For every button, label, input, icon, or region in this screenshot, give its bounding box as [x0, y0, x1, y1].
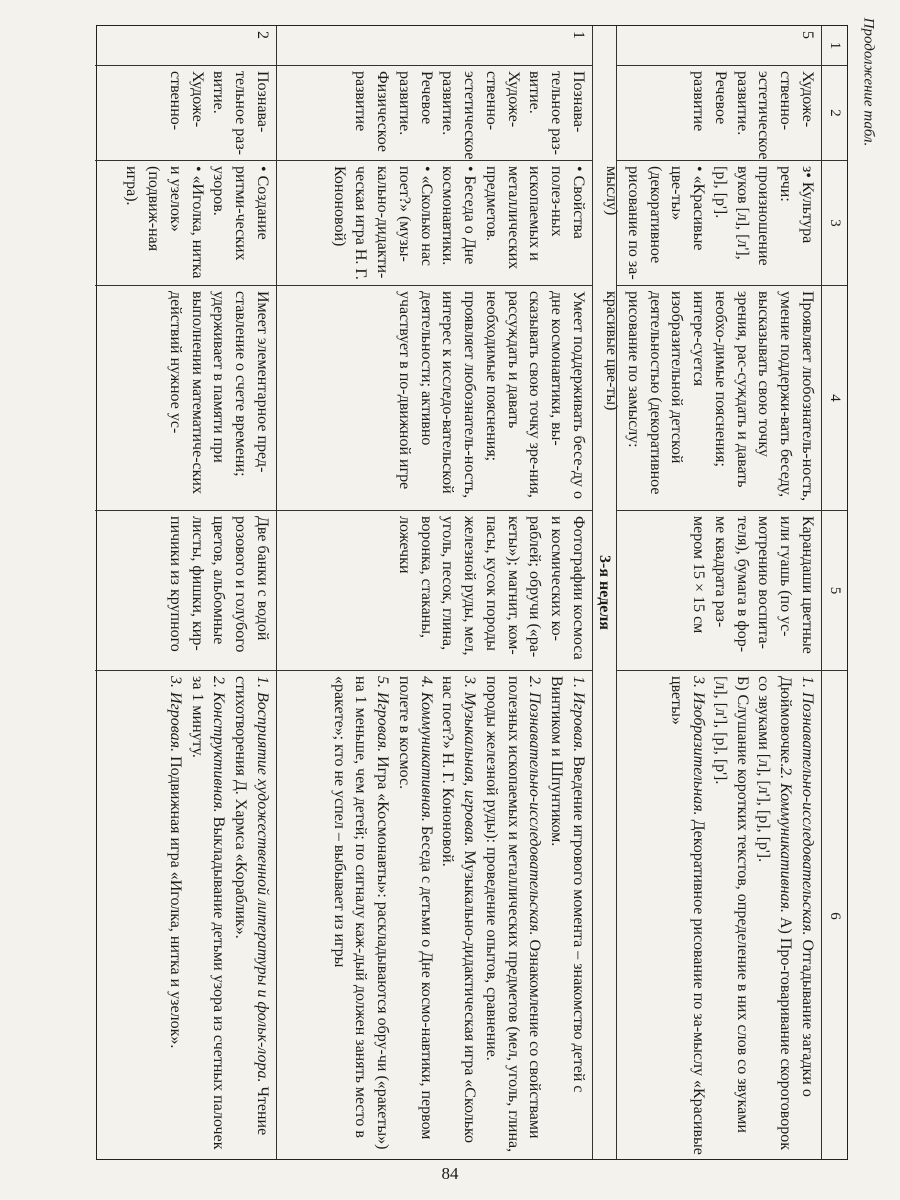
- activity-line: 4. Коммуникативная. Беседа с детьми о Дне космо-навтики, первом полете в космос.: [396, 676, 435, 1140]
- education-area: Познава-тельное раз-витие. Художе-ственно-эстетическое развитие. Речевое развитие. Физическое развитие: [277, 66, 592, 161]
- activity-line: 3. Игровая. Подвижная игра «Иголка, нитка и узелок».: [167, 676, 184, 1049]
- education-area: Познава-тельное раз-витие. Художе-ственно-: [95, 66, 276, 161]
- activity-line: 2. Познавательно-исследовательская. Ознакомление со свойствами полезных ископаемых и металлических предметов (мел, уголь, глина, породы железной руды): проведение опытов, сравнение.: [483, 676, 544, 1153]
- activities: [277, 671, 592, 1161]
- table-row: [276, 26, 592, 1159]
- activity-line: Б) Слушание коротких текстов, определение в них слов со звуками [л], [л'], [р], [р'].: [712, 676, 751, 1133]
- activity-line: 3. Музыкальная, игровая. Музыкально-дидактическая игра «Сколько нас поет?» Н. Г. Кононовой.: [439, 676, 479, 1143]
- lesson-content: • Свойства полез-ных ископаемых и металлических предметов. • Беседа о Дне космонавтики. • «Сколько нас поет?» (музы-кально-дидакти-ческая игра Н. Г. Кононовой): [277, 161, 592, 286]
- lesson-plan-table: [96, 25, 848, 1160]
- activities: [617, 671, 821, 1161]
- row-number: 1: [277, 26, 592, 66]
- materials: Карандаши цветные или гуашь (по ус-мотрению воспита-теля), бумага в фор-ме квадрата раз-мером 15 × 15 см: [617, 511, 821, 671]
- activity-line: 1. Познавательно-исследовательская. Отгадывание загадки о Дюймовочке.2. Коммуникативная. А) Про-говаривание скороговорок со звуками [л], [л'], [р], [р'].: [755, 676, 816, 1150]
- lesson-content: з• Культура речи: произношение вуков [л], [л'], [р], [р']. • «Красивые цве-ты» (декоративное рисование по за-мыслу): [617, 161, 821, 286]
- planned-result: Проявляет любознатель-ность, умение поддержи-вать беседу, высказывать свою точку зрения, рас-суждать и давать необхо-димые пояснения; интере-суется изобразительной детской деятельностью (декоративное рисование по замыслу: красивые цве-ты): [617, 286, 821, 511]
- activity-line: 1. Восприятие художественной литературы и фольк-лора. Чтение стихотворения Д. Хармса «Кораблик».: [232, 676, 271, 1136]
- week-label: 3-я неделя: [592, 26, 616, 1159]
- materials: Фотографии космоса и космических ко-раблей; обручи («ра-кеты»); магнит, ком-пасы, кусок породы железной руды, мел, уголь, песок, глина, воронка, стаканы, ложечки: [277, 511, 592, 671]
- planned-result: Умеет поддерживать бесе-ду о дне космонавтики, вы-сказывать свою точку зре-ния, рассуждать и давать необходимые пояснения; проявляет любознатель-ность, интерес к исследо-вательской деятельности; активно участвует в по-движной игре: [277, 286, 592, 511]
- header-cell: 2: [822, 66, 847, 161]
- continuation-note: Продолжение табл.: [860, 17, 877, 147]
- header-cell: 5: [822, 511, 847, 671]
- activity-line: 2. Конструктивная. Выкладывание детьми узора из счетных палочек за 1 минуту.: [188, 676, 228, 1150]
- header-cell: 3: [822, 161, 847, 286]
- table-row: [95, 26, 276, 1159]
- activity-line: 5. Игровая. Игра «Космонавты»: раскладываются обру-чи («ракеты») на 1 меньше, чем детей; по сигналу каж-дый должен занять место в «ракете»; кто не успел – выбывает из игры: [330, 676, 392, 1150]
- activity-line: 1. Игровая. Введение игрового момента – знакомство детей с Винтиком и Шпунтиком.: [548, 676, 587, 1093]
- header-row: [821, 26, 847, 1159]
- materials: Две банки с водой розового и голубого цветов, альбомные листы, фишки, кир-пичики из крупного: [95, 511, 276, 671]
- activity-line: 3. Изобразительная. Декоративное рисование по за-мыслу «Красивые цветы»: [668, 676, 708, 1155]
- activities: [95, 671, 276, 1161]
- header-cell: 6: [827, 912, 843, 920]
- planned-result: Имеет элементарное пред-ставление о счете времени; удерживает в памяти при выполнении математиче-ских действий нужное ус-: [95, 286, 276, 511]
- page-number: 84: [441, 1164, 459, 1183]
- header-cell: 1: [822, 26, 847, 66]
- row-number: 2: [95, 26, 276, 66]
- row-number: 5: [617, 26, 821, 66]
- header-cell: 4: [822, 286, 847, 511]
- lesson-content: • Создание ритми-ческих узоров. • «Иголка, нитка и узелок» (подвиж-ная игра).: [95, 161, 276, 286]
- education-area: Художе-ственно-эстетическое развитие. Речевое развитие: [617, 66, 821, 161]
